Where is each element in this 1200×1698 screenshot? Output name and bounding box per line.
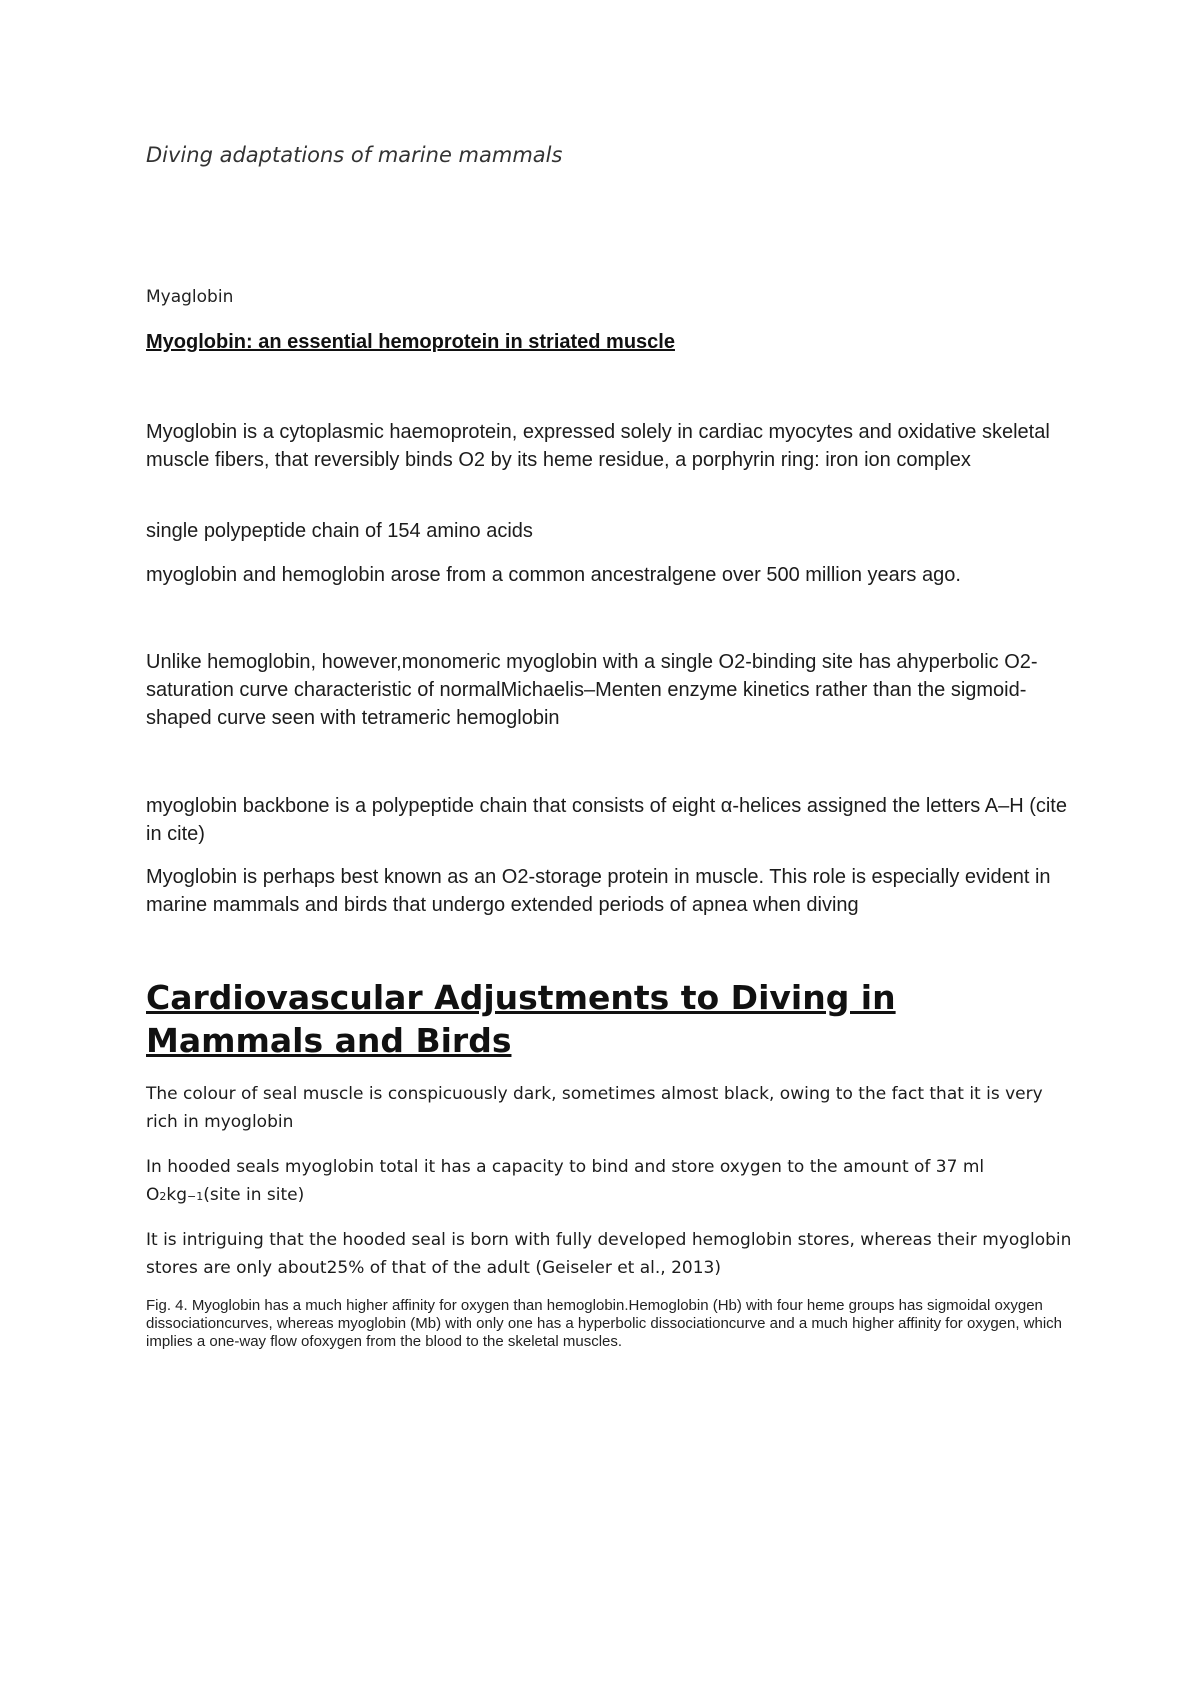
paragraph-hooded-seal-capacity — [146, 1153, 1076, 1211]
units-citation: (site in site) — [203, 1185, 305, 1205]
paragraph-myoglobin-definition: Myoglobin is a cytoplasmic haemoprotein, expressed solely in cardiac myocytes and oxidative skeletal muscle fibers, that reversibly binds O2 by its heme residue, a porphyrin ring: iron ion complex — [146, 421, 1050, 471]
paragraph-hooded-seal-birth: It is intriguing that the hooded seal is born with fully developed hemoglobin stores, whereas their myoglobin stores are only about25% of that of the adult (Geiseler et al., 2013) — [146, 1230, 1072, 1278]
subheading: Myoglobin: an essential hemoprotein in striated muscle — [146, 331, 675, 353]
units-o: O — [146, 1185, 160, 1205]
paragraph-o2-storage: Myoglobin is perhaps best known as an O2-storage protein in muscle. This role is especially evident in marine mammals and birds that undergo extended periods of apnea when diving — [146, 866, 1051, 916]
paragraph-saturation-curve: Unlike hemoglobin, however,monomeric myoglobin with a single O2-binding site has ahyperbolic O2-saturation curve characteristic of normalMichaelis–Menten enzyme kinetics rather than the sigmoid-shaped curve seen with tetrameric hemoglobin — [146, 651, 1038, 729]
hooded-seal-capacity-text: In hooded seals myoglobin total it has a capacity to bind and store oxygen to the amount of 37 ml — [146, 1157, 985, 1177]
paragraph-seal-muscle: The colour of seal muscle is conspicuously dark, sometimes almost black, owing to the fact that it is very rich in myoglobin — [146, 1084, 1043, 1132]
figure-caption: Fig. 4. Myoglobin has a much higher affinity for oxygen than hemoglobin.Hemoglobin (Hb) with four heme groups has sigmoidal oxygen dissociationcurves, whereas myoglobin (Mb) with only one has a hyperbolic dissociationcurve and a much higher affinity for oxygen, which implies a one-way flow ofoxygen from the blood to the skeletal muscles. — [146, 1297, 1063, 1350]
paragraph-helices: myoglobin backbone is a polypeptide chain that consists of eight α-helices assigned the letters A–H (cite in cite) — [146, 795, 1067, 845]
paragraph-evolution: myoglobin and hemoglobin arose from a common ancestralgene over 500 million years ago. — [146, 564, 961, 586]
units-sub-minus1: −1 — [187, 1190, 204, 1203]
units-sub-2: 2 — [159, 1190, 167, 1203]
section-heading: Cardiovascular Adjustments to Diving in Mammals and Birds — [146, 978, 896, 1060]
document-title: Diving adaptations of marine mammals — [146, 143, 563, 167]
paragraph-polypeptide: single polypeptide chain of 154 amino acids — [146, 520, 533, 542]
units-kg: kg — [166, 1185, 188, 1205]
section-label: Myaglobin — [146, 287, 234, 307]
